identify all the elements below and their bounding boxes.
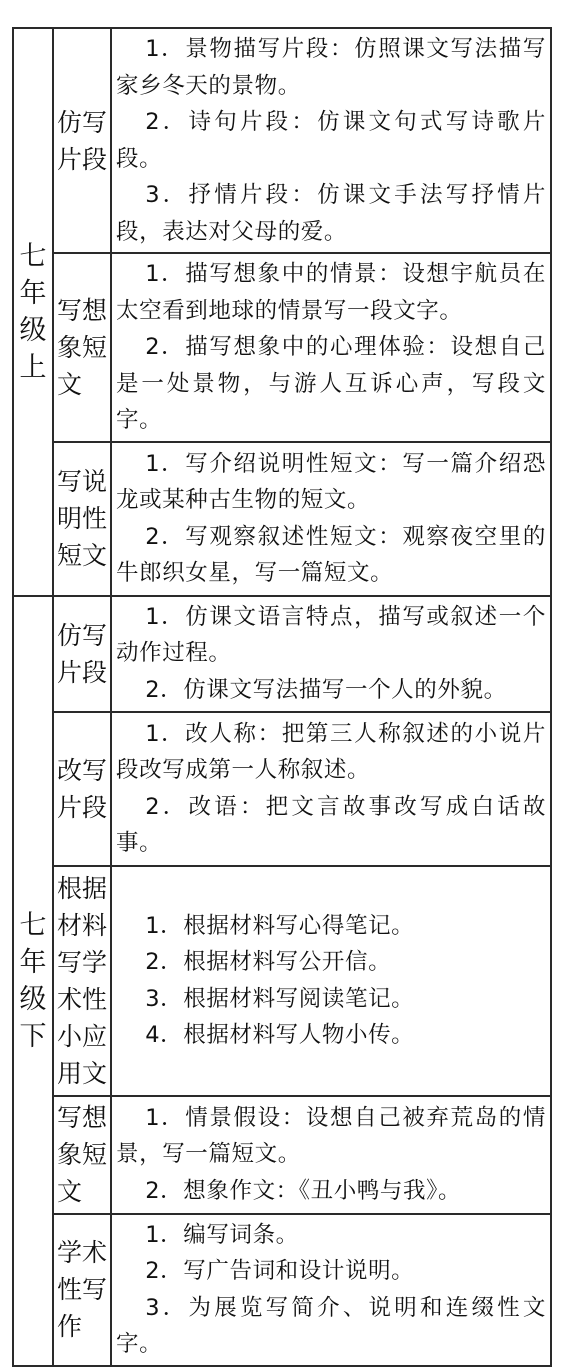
task-cell [111, 253, 551, 442]
grade-label: 七年级上 [19, 240, 47, 383]
task-item: 3．根据材料写阅读笔记。 [145, 985, 415, 1012]
type-cell [53, 866, 111, 1096]
type-label: 仿写片段 [57, 107, 108, 174]
table-row [13, 253, 551, 442]
task-item: 2．写广告词和设计说明。 [145, 1258, 415, 1284]
grade-cell [13, 596, 53, 1366]
type-label: 学术性写作 [57, 1238, 108, 1341]
task-item: 3．为展览写简介、说明和连缀性文字。 [116, 1294, 546, 1357]
task-item: 2．改语：把文言故事改写成白话故事。 [116, 793, 546, 856]
task-item: 2．根据材料写公开信。 [145, 949, 392, 975]
type-label: 仿写片段 [57, 620, 108, 687]
table-row [13, 28, 551, 253]
grade-label: 七年级下 [19, 909, 47, 1052]
task-cell [111, 1214, 551, 1366]
task-item: 1．改人称：把第三人称叙述的小说片段改写成第一人称叙述。 [116, 720, 546, 783]
table-row [13, 442, 551, 596]
type-cell [53, 596, 111, 712]
type-cell [53, 1214, 111, 1366]
task-cell [111, 1096, 551, 1214]
table-row [13, 596, 551, 712]
task-item: 2．想象作文：《丑小鸭与我》。 [145, 1177, 462, 1204]
task-item: 1．情景假设：设想自己被弃荒岛的情景，写一篇短文。 [116, 1104, 546, 1168]
task-item: 1．根据材料写心得笔记。 [145, 912, 415, 939]
task-cell [111, 596, 551, 712]
type-label: 写说明性短文 [57, 467, 108, 570]
task-item: 2．仿课文写法描写一个人的外貌。 [145, 676, 507, 703]
type-label: 写想象短文 [57, 1103, 108, 1206]
type-cell [53, 28, 111, 253]
task-cell [111, 28, 551, 253]
task-item: 1．描写想象中的情景：设想宇航员在太空看到地球的情景写一段文字。 [116, 261, 546, 324]
type-cell [53, 712, 111, 866]
task-cell [111, 712, 551, 866]
table-row [13, 866, 551, 1096]
task-cell [111, 442, 551, 596]
type-label: 写想象短文 [57, 295, 108, 399]
type-cell [53, 442, 111, 596]
task-cell [111, 866, 551, 1096]
task-item: 2．诗句片段：仿课文句式写诗歌片段。 [116, 109, 546, 172]
type-cell [53, 253, 111, 442]
type-cell [53, 1096, 111, 1214]
task-item: 4．根据材料写人物小传。 [145, 1022, 415, 1048]
task-item: 1．编写词条。 [145, 1221, 299, 1248]
type-label: 根据材料写学术性小应用文 [57, 873, 108, 1088]
task-item: 2．描写想象中的心理体验：设想自己是一处景物，与游人互诉心声，写段文字。 [116, 334, 546, 433]
task-item: 1．写介绍说明性短文：写一篇介绍恐龙或某种古生物的短文。 [116, 450, 546, 513]
table-row [13, 1096, 551, 1214]
grade-cell [13, 28, 53, 596]
task-item: 1．仿课文语言特点，描写或叙述一个动作过程。 [116, 603, 546, 667]
task-item: 3．抒情片段：仿课文手法写抒情片段，表达对父母的爱。 [116, 182, 546, 245]
task-item: 1．景物描写片段：仿照课文写法描写家乡冬天的景物。 [116, 36, 546, 99]
type-label: 改写片段 [57, 755, 108, 822]
table-row [13, 712, 551, 866]
table-row [13, 1214, 551, 1366]
writing-plan-table [12, 27, 552, 1367]
task-item: 2．写观察叙述性短文：观察夜空里的牛郎织女星，写一篇短文。 [116, 523, 546, 586]
